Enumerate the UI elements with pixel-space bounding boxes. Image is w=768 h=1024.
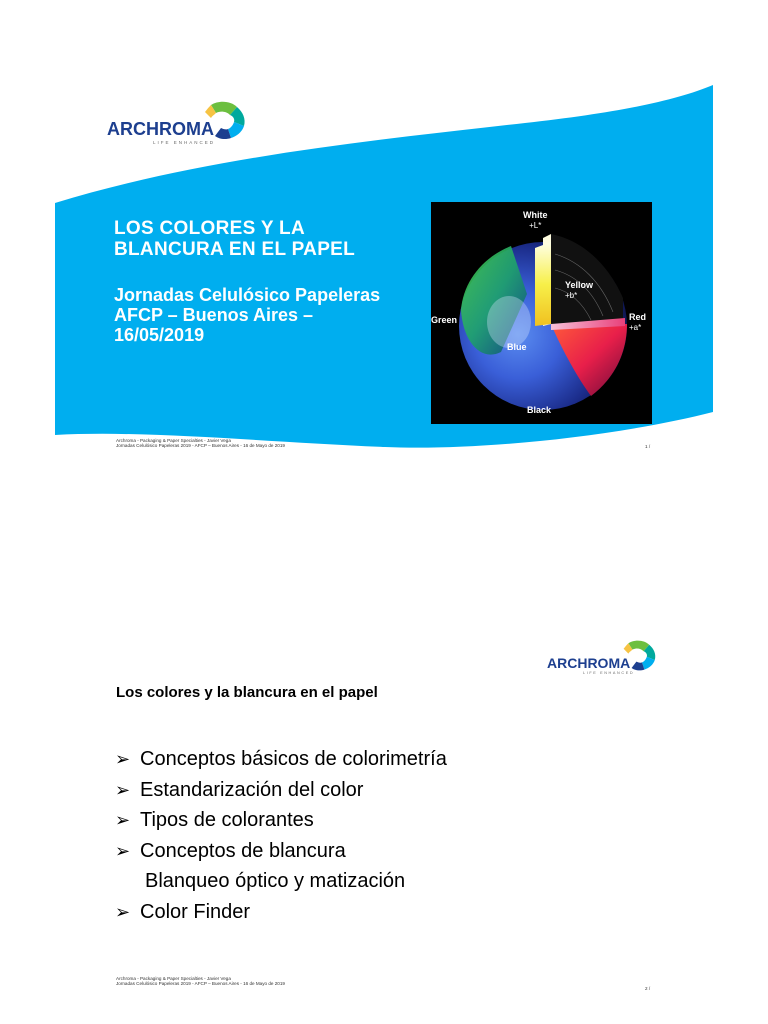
slide-2-title: Los colores y la blancura en el papel (116, 684, 378, 701)
slide-1 (55, 85, 713, 463)
title-line: BLANCURA EN EL PAPEL (114, 239, 356, 260)
archroma-logo (547, 640, 667, 680)
list-item-text: Conceptos básicos de colorimetría (140, 748, 447, 770)
label-white-sub: +L* (529, 221, 542, 230)
list-item (115, 836, 447, 867)
slide-1-title (114, 218, 414, 260)
list-item-text: Blanqueo óptico y matización (145, 870, 406, 892)
list-item (115, 775, 447, 806)
arrow-bullet-icon: ➢ (115, 810, 131, 830)
logo-tagline: LIFE ENHANCED (583, 671, 635, 675)
arrow-bullet-icon: ➢ (115, 749, 131, 769)
slide-1-page-number: 1 / (645, 444, 651, 449)
logo-wordmark: ARCHROMA (547, 655, 631, 671)
arrow-bullet-icon: ➢ (115, 840, 131, 861)
slide-2 (55, 610, 713, 1002)
slide-2-page-number: 2 / (645, 986, 651, 991)
footer-line: Archroma - Packaging & Paper Specialties - Javier Vega (116, 976, 231, 981)
sphere-label-white (523, 210, 548, 230)
list-item-text: Tipos de colorantes (140, 809, 314, 831)
arrow-bullet-icon: ➢ (115, 779, 131, 800)
label-yellow-sub: +b* (565, 291, 578, 300)
footer-line: Jornadas Celulósico Papeleras 2019 - AFCP – Buenos Aires - 16 de Mayo de 2019 (116, 443, 285, 449)
title-line: LOS COLORES Y LA (114, 218, 305, 239)
agenda-list (115, 744, 447, 927)
arrow-bullet-icon: ➢ (115, 901, 131, 922)
sphere-label-red (629, 312, 646, 332)
subtitle-line: 16/05/2019 (114, 325, 205, 345)
color-sphere-graphic (431, 202, 652, 424)
label-red: Red (629, 312, 647, 322)
list-item (115, 866, 447, 897)
sphere-label-yellow (565, 280, 593, 300)
list-item-text: Color Finder (140, 900, 251, 923)
list-item (115, 744, 447, 775)
logo-wordmark: ARCHROMA (107, 119, 214, 139)
slide-1-footer (116, 438, 285, 449)
footer-line: Jornadas Celulósico Papeleras 2019 - AFCP – Buenos Aires - 16 de Mayo de 2019 (116, 981, 285, 987)
footer-line: Archroma - Packaging & Paper Specialties - Javier Vega (116, 438, 231, 443)
sphere-label-black: Black (527, 405, 552, 415)
subtitle-line: Jornadas Celulósico Papeleras (114, 285, 381, 305)
sphere-label-blue: Blue (507, 342, 527, 352)
slide-2-footer (116, 976, 285, 987)
list-item-text: Conceptos de blancura (140, 839, 346, 862)
archroma-logo (107, 99, 257, 147)
list-item-text: Estandarización del color (140, 778, 364, 801)
list-item (115, 805, 447, 836)
label-white: White (523, 210, 548, 220)
label-yellow: Yellow (565, 280, 594, 290)
cielab-color-sphere-image (431, 202, 652, 424)
logo-tagline: LIFE ENHANCED (153, 140, 216, 145)
label-red-sub: +a* (629, 323, 642, 332)
list-item (115, 897, 447, 928)
subtitle-line: AFCP – Buenos Aires – (114, 305, 314, 325)
sphere-label-green: Green (431, 315, 458, 325)
slide-1-subtitle (114, 285, 424, 345)
